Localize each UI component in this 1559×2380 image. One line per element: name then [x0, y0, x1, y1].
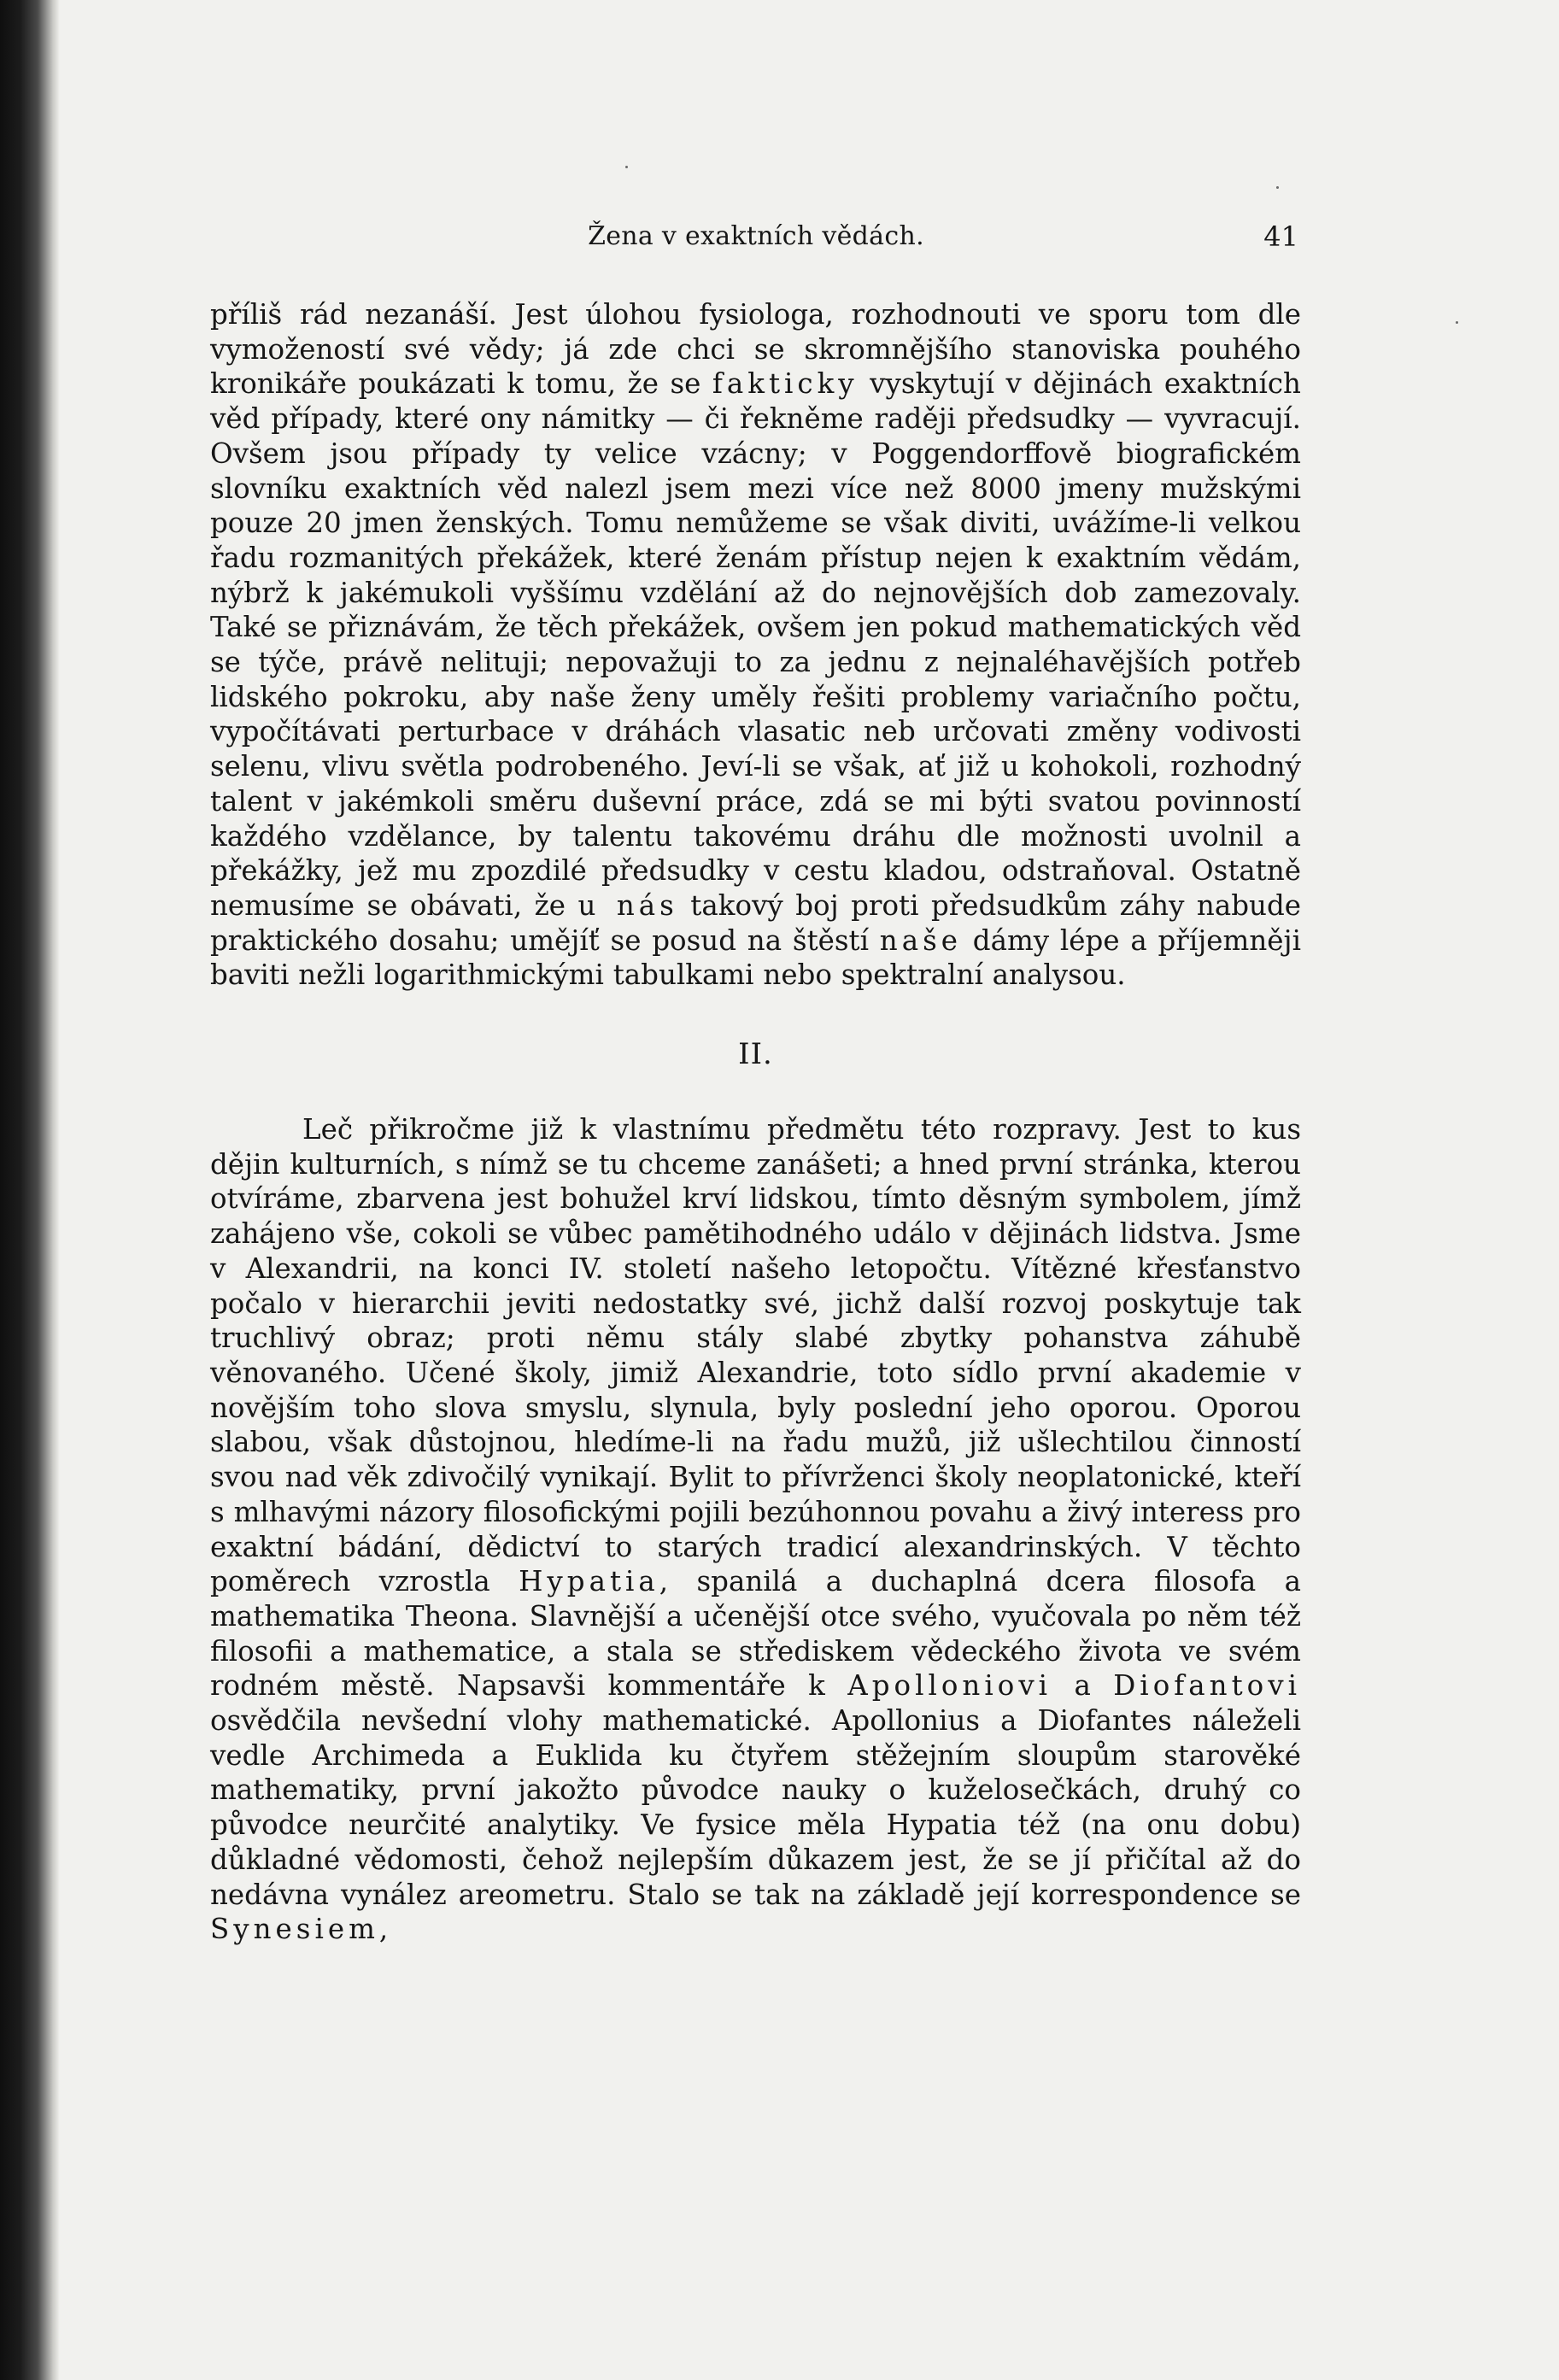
text-run: vyskytují v dějinách exaktních věd případy, které ony námitky — či řekněme raději předsudky — vyvracují. Ovšem jsou případy ty velice vzácny; v Poggendorffově biografickém slovníku exaktních věd nalezl jsem mezi více než 8000 jmeny mužskými pouze 20 jmen ženských. Tomu nemůžeme se však diviti, uvážíme-li velkou řadu rozmanitých překážek, které ženám přístup nejen k exaktním vědám, nýbrž k jakémukoli vyššímu vzdělání až do nejnovějších dob zamezovaly. Také se přiznávám, že těch překážek, ovšem jen pokud mathematických věd se týče, právě nelituji; nepovažuji to za jednu z nejnaléhavějších potřeb lidského pokroku, aby naše ženy uměly řešiti problemy variačního počtu, vypočítávati perturbace v dráhách vlasatic neb určovati změny vodivosti selenu, vlivu světla podrobeného. Jeví-li se však, ať již u kohokoli, rozhodný talent v jakémkoli směru duševní práce, zdá se mi býti svatou povinností každého vzdělance, by talentu takovému dráhu dle možnosti uvolnil a překážky, jež mu zpozdilé předsudky v cestu kladou, odstraňoval. Ostatně nemusíme se obávati, že — [210, 367, 1301, 922]
text-run: , — [378, 1913, 389, 1946]
print-speck — [625, 166, 628, 168]
text-run: příliš rád nezanáší. Jest úlohou fysiologa, rozhodnouti ve sporu tom dle vymožeností své vědy; já zde chci se skromnějšího stanoviska pouhého kronikáře poukázati k tomu, že se — [210, 298, 1301, 401]
print-speck — [1276, 186, 1279, 189]
text-run: Leč přikročme již k vlastnímu předmětu této rozpravy. Jest to kus dějin kulturních, s nímž se tu chceme zanášeti; a hned první stránka, kterou otvíráme, zbarvena jest bohužel krví lidskou, tímto děsným symbolem, jímž zahájeno vše, cokoli se vůbec pamětihodného událo v dějinách lidstva. Jsme v Alexandrii, na konci IV. století našeho letopočtu. Vítězné křesťanstvo počalo v hierarchii jeviti nedostatky své, jichž další rozvoj poskytuje tak truchlivý obraz; proti němu stály slabé zbytky pohanstva záhubě věnovaného. Učené školy, jimiž Alexandrie, toto sídlo první akademie v novějším toho slova smyslu, slynula, byly poslední jeho oporou. Oporou slabou, však důstojnou, hledíme-li na řadu mužů, již ušlechtilou činností svou nad věk zdivočilý vynikají. Bylit to přívrženci školy neoplatonické, kteří s mlhavými názory filosofickými pojili bezúhonnou povahu a živý interess pro exaktní bádání, dědictví to starých tradicí alexandrinských. V těchto poměrech vzrostla — [210, 1113, 1301, 1598]
emphasized-run: u nás — [577, 888, 678, 922]
running-title: Žena v exaktních vědách. — [588, 221, 924, 251]
emphasized-run: Hypatia — [519, 1565, 659, 1598]
body-text — [210, 297, 1301, 1947]
text-run: , spanilá a duchaplná dcera filosofa a mathematika Theona. Slavnější a učenější otce svého, vyučovala po něm též filosofii a mathematice, a stala se střediskem vědeckého života ve svém rodném městě. Napsavši kommentáře k — [210, 1565, 1301, 1703]
print-speck — [1456, 321, 1458, 324]
emphasized-run: Diofantovi — [1113, 1669, 1301, 1703]
emphasized-run: Synesiem — [210, 1913, 379, 1946]
emphasized-run: fakticky — [712, 367, 859, 401]
paragraph-2 — [210, 1112, 1301, 1947]
emphasized-run: naše — [879, 923, 962, 957]
section-heading: II. — [738, 1037, 773, 1072]
emphasized-run: Apolloniovi — [847, 1669, 1052, 1703]
text-run: a — [1052, 1669, 1114, 1703]
text-run: dámy lépe a příjemněji baviti nežli logarithmickými tabulkami nebo spektralní analysou. — [210, 923, 1301, 992]
page-number: 41 — [1263, 220, 1298, 253]
paragraph-1 — [210, 297, 1301, 993]
running-head — [214, 215, 1298, 258]
text-run: takový boj proti předsudkům záhy nabude praktického dosahu; umějíť se posud na štěstí — [210, 888, 1301, 957]
text-run: osvědčila nevšední vlohy mathematické. Apollonius a Diofantes náleželi vedle Archimeda a Euklida ku čtyřem stěžejním sloupům starověké mathematiky, první jakožto původce nauky o kuželosečkách, druhý co původce neurčité analytiky. Ve fysice měla Hypatia též (na onu dobu) důkladné vědomosti, čehož nejlepším důkazem jest, že se jí přičítal až do nedávna vynález areometru. Stalo se tak na základě její korrespondence se — [210, 1704, 1301, 1911]
binding-edge — [0, 0, 60, 2380]
